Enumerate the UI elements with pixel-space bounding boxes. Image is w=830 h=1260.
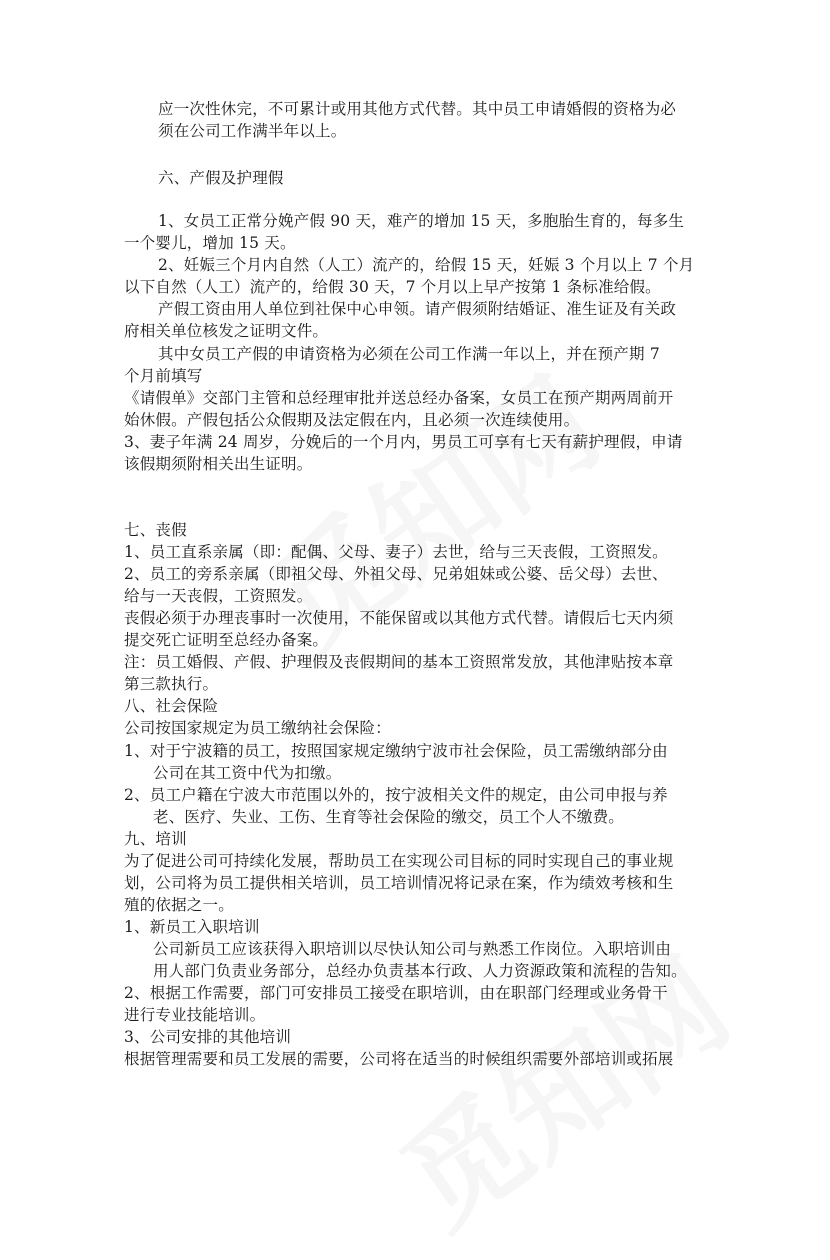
section-heading: 六、产假及护理假	[158, 169, 284, 187]
text-line: 3、妻子年满 24 周岁，分娩后的一个月内，男员工可享有七天有薪护理假，申请	[124, 433, 683, 451]
text-line: 用人部门负责业务部分，总经办负责基本行政、人力资源政策和流程的告知。	[153, 962, 687, 980]
section-heading: 八、社会保险	[124, 697, 219, 715]
text-line: 注：员工婚假、产假、护理假及丧假期间的基本工资照常发放，其他津贴按本章	[124, 653, 674, 671]
text-line: 个月前填写	[124, 367, 203, 385]
text-line: 须在公司工作满半年以上。	[158, 122, 347, 140]
text-line: 《请假单》交部门主管和总经理审批并送总经办备案，女员工在预产期两周前开	[124, 389, 674, 407]
text-line: 给与一天丧假，工资照发。	[124, 587, 313, 605]
text-line: 3、公司安排的其他培训	[124, 1028, 292, 1046]
text-line: 应一次性休完，不可累计或用其他方式代替。其中员工申请婚假的资格为必	[158, 100, 677, 118]
text-line: 1、员工直系亲属（即：配偶、父母、妻子）去世，给与三天丧假，工资照发。	[124, 543, 668, 561]
text-line: 老、医疗、失业、工伤、生育等社会保险的缴交，员工个人不缴费。	[153, 808, 625, 826]
text-line: 1、对于宁波籍的员工，按照国家规定缴纳宁波市社会保险，员工需缴纳部分由	[124, 742, 668, 760]
text-line: 2、员工户籍在宁波大市范围以外的，按宁波相关文件的规定，由公司申报与养	[124, 786, 668, 804]
text-line: 殖的依据之一。	[124, 896, 234, 914]
text-line: 提交死亡证明至总经办备案。	[124, 631, 329, 649]
text-line: 公司新员工应该获得入职培训以尽快认知公司与熟悉工作岗位。入职培训由	[153, 940, 672, 958]
text-line: 2、根据工作需要，部门可安排员工接受在职培训，由在职部门经理或业务骨干	[124, 984, 668, 1002]
text-line: 公司在其工资中代为扣缴。	[153, 764, 342, 782]
text-line: 丧假必须于办理丧事时一次使用，不能保留或以其他方式代替。请假后七天内须	[124, 609, 674, 627]
text-line: 以下自然（人工）流产的，给假 30 天，7 个月以上早产按第 1 条标准给假。	[124, 278, 661, 296]
text-line: 2、员工的旁系亲属（即祖父母、外祖父母、兄弟姐妹或公婆、岳父母）去世、	[124, 565, 668, 583]
text-line: 划，公司将为员工提供相关培训，员工培训情况将记录在案，作为绩效考核和生	[124, 874, 674, 892]
text-line: 府相关单位核发之证明文件。	[124, 322, 329, 340]
text-line: 其中女员工产假的申请资格为必须在公司工作满一年以上，并在预产期 7	[158, 345, 660, 363]
section-heading: 九、培训	[124, 830, 187, 848]
text-line: 一个婴儿，增加 15 天。	[124, 234, 296, 252]
text-line: 始休假。产假包括公众假期及法定假在内，且必须一次连续使用。	[124, 411, 580, 429]
text-line: 公司按国家规定为员工缴纳社会保险：	[124, 719, 391, 737]
text-line: 进行专业技能培训。	[124, 1006, 266, 1024]
text-line: 该假期须附相关出生证明。	[124, 455, 313, 473]
text-line: 根据管理需要和员工发展的需要，公司将在适当的时候组织需要外部培训或拓展	[124, 1050, 674, 1068]
text-line: 1、新员工入职培训	[124, 918, 260, 936]
text-line: 产假工资由用人单位到社保中心申领。请产假须附结婚证、准生证及有关政	[158, 300, 677, 318]
section-heading: 七、丧假	[124, 521, 187, 539]
text-line: 为了促进公司可持续化发展，帮助员工在实现公司目标的同时实现自己的事业规	[124, 852, 674, 870]
text-line: 2、妊娠三个月内自然（人工）流产的，给假 15 天，妊娠 3 个月以上 7 个月	[158, 256, 695, 274]
text-line: 第三款执行。	[124, 675, 219, 693]
text-line: 1、女员工正常分娩产假 90 天，难产的增加 15 天，多胞胎生育的，每多生	[158, 212, 685, 230]
